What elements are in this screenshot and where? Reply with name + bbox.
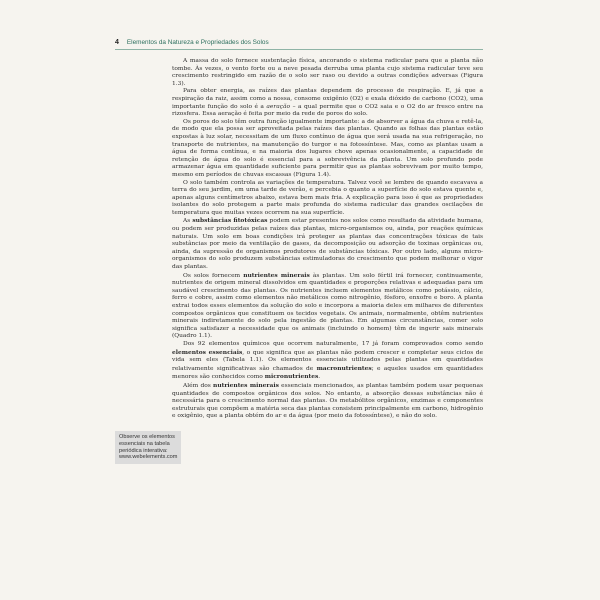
running-title: Elementos da Natureza e Propriedades dos Solos xyxy=(126,39,269,46)
margin-note: Observe os elementos essenciais na tabela periódica interativa: www.webelements.com xyxy=(115,431,181,464)
paragraph: Além dos nutrientes minerais essenciais mencionados, as plantas também podem usar pequenas quantidades de compostos orgânicos dos solos. No entanto, a absorção dessas substâncias não é necessária para o crescimento normal das plantas. Os metabólitos orgânicos, enzimas e componentes estruturais que compõem a matéria seca das plantas consistem principalmente em carbono, hidrogênio e oxigênio, que a planta obtém do ar e da água (por meio da fotossíntese), e não do solo. xyxy=(172,381,483,420)
running-header xyxy=(115,39,269,46)
paragraph: Para obter energia, as raízes das plantas dependem do processo de respiração. E, já que a respiração da raiz, assim como a nossa, consome oxigênio (O2) e exala dióxido de carbono (CO2), uma importante função do solo é a aeração – a qual permite que o CO2 saia e o O2 do ar fresco entre na rizosfera. Essa aeração é feita por meio da rede de poros do solo. xyxy=(172,88,483,118)
paragraph: Os solos fornecem nutrientes minerais às plantas. Um solo fértil irá fornecer, continuamente, nutrientes de origem mineral dissolvidos em quantidades e proporções relativas e adequadas para um saudável crescimento das plantas. Os nutrientes incluem elementos metálicos como potássio, cálcio, ferro e cobre, assim como elementos não metálicos como nitrogênio, fósforo, enxofre e boro. A planta extrai todos esses elementos da solução do solo e incorpora a maioria deles em milhares de diferentes compostos orgânicos que constituem os tecidos vegetais. Os animais, normalmente, obtêm nutrientes minerais indiretamente do solo pela ingestão de plantas. Em algumas circunstâncias, comer solo significa satisfazer a necessidade que os animais (incluindo o homem) têm de ingerir sais minerais (Quadro 1.1). xyxy=(172,271,483,340)
page-number: 4 xyxy=(115,39,119,46)
paragraph: O solo também controla as variações de temperatura. Talvez você se lembre de quando escavava a terra do seu jardim, em uma tarde de verão, e percebia o quanto a superfície do solo estava quente e, apenas alguns centímetros abaixo, estava bem mais fria. A explicação para isso é que as propriedades isolantes do solo protegem a parte mais profunda do sistema radicular das grandes oscilações de temperatura que muitas vezes ocorrem na sua superfície. xyxy=(172,179,483,216)
paragraph: Os poros do solo têm outra função igualmente importante: a de absorver a água da chuva e retê-la, de modo que ela possa ser aproveitada pelas raízes das plantas. Quando as folhas das plantas estão expostas à luz solar, necessitam de um fluxo contínuo de água que será usada na sua refrigeração, no transporte de nutrientes, na manutenção do turgor e na fotossíntese. Mas, como as plantas usam a água de forma contínua, e na maioria dos lugares chove apenas ocasionalmente, a capacidade de retenção de água do solo é essencial para a sobrevivência da planta. Um solo profundo pode armazenar água em quantidade suficiente para permitir que as plantas sobrevivam por muito tempo, mesmo em períodos de chuvas escassas (Figura 1.4). xyxy=(172,118,483,178)
paragraph: A massa do solo fornece sustentação física, ancorando o sistema radicular para que a planta não tombe. Às vezes, o vento forte ou a neve pesada derruba uma planta cujo sistema radicular teve seu crescimento restringido em razão de o solo ser raso ou devido a outras condições adversas (Figura 1.3). xyxy=(172,58,483,87)
body-text xyxy=(172,58,483,421)
paragraph: Dos 92 elementos químicos que ocorrem naturalmente, 17 já foram comprovados como sendo elementos essenciais, o que significa que as plantas não podem crescer e completar seus ciclos de vida sem eles (Tabela 1.1). Os elementos essenciais utilizados pelas plantas em quantidades relativamente significativas são chamados de macronutrientes; e aqueles usados em quantidades menores são conhecidos como micronutrientes. xyxy=(172,340,483,381)
header-rule xyxy=(115,49,483,50)
paragraph: As substâncias fitotóxicas podem estar presentes nos solos como resultado da atividade humana, ou podem ser produzidas pelas raízes das plantas, micro-organismos ou, ainda, por reações químicas naturais. Um solo em boas condições irá proteger as plantas das concentrações tóxicas de tais substâncias por meio da ventilação de gases, da decomposição ou adsorção de toxinas orgânicas ou, ainda, da supressão de organismos produtores de substâncias tóxicas. Por outro lado, alguns micro-organismos do solo produzem substâncias estimuladoras do crescimento que podem melhorar o vigor das plantas. xyxy=(172,217,484,271)
